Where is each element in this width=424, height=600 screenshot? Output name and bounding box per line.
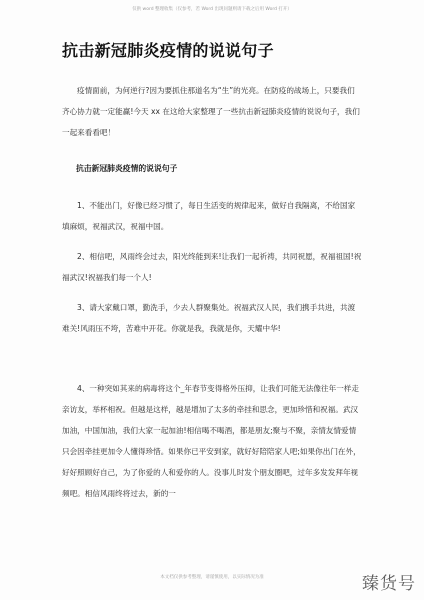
list-item-text: 3、请大家戴口罩，勤洗手，少去人群聚集处。祝福武汉人民，我们携手共进，共渡难关!风雨压不垮，苦难中开花。你就是我，我就是你，天耀中华! <box>62 303 356 333</box>
footer-note: 本文档仅供参考整理，请谨慎使用，以实际情况为准 <box>160 575 264 580</box>
intro-text: 疫情面前，为何逆行?因为要抓住那道名为“生”的光亮。在防疫的战场上，只要我们齐心协力就一定能赢!今天 xx 在这给大家整理了一些抗击新冠肺炎疫情的说说句子，我们一起来看看吧！ <box>62 86 360 137</box>
watermark-logo: 臻货号 <box>362 574 416 594</box>
document-title: 抗击新冠肺炎疫情的说说句子 <box>62 41 274 60</box>
list-item <box>62 297 362 339</box>
section-title: 抗击新冠肺炎疫情的说说句子 <box>76 164 178 173</box>
list-item <box>62 378 362 504</box>
list-item <box>62 195 362 237</box>
list-item-text: 1、不能出门，好像已经习惯了，每日生活变的规律起来，做好自我隔离，不给国家填麻烦，祝福武汉，祝福中国。 <box>62 201 356 231</box>
list-item <box>62 246 362 288</box>
list-item-text: 4、一种突如其来的病毒将这个_年春节变得格外压抑，让我们可能无法像往年一样走亲访友，举杯相祝。但越是这样，越是增加了太多的牵挂和思念，更加珍惜和祝福。武汉加油，中国加油，我们大家一起加油!相信喝不喝酒，都是朋友;聚与不聚，亲情友情爱情只会因牵挂更加令人懂得珍惜。如果你已平安到家，就好好陪陪家人吧;如果你出门在外，好好照顾好自己，为了你爱的人和爱你的人。没事儿时发个朋友圈吧，过年多发发拜年视频吧。相信风雨终将过去，新的一 <box>62 384 361 498</box>
list-item-text: 2、相信吧，风雨终会过去，阳光终能到来!让我们一起祈祷，共同祝愿，祝福祖国!祝福武汉!祝福我们每一个人! <box>62 252 362 282</box>
header-note: 仅供 word 整理收集（仅参考，若 Word 出现问题则请下载之后用 Word 打开） <box>132 7 292 12</box>
intro-paragraph <box>62 80 362 143</box>
